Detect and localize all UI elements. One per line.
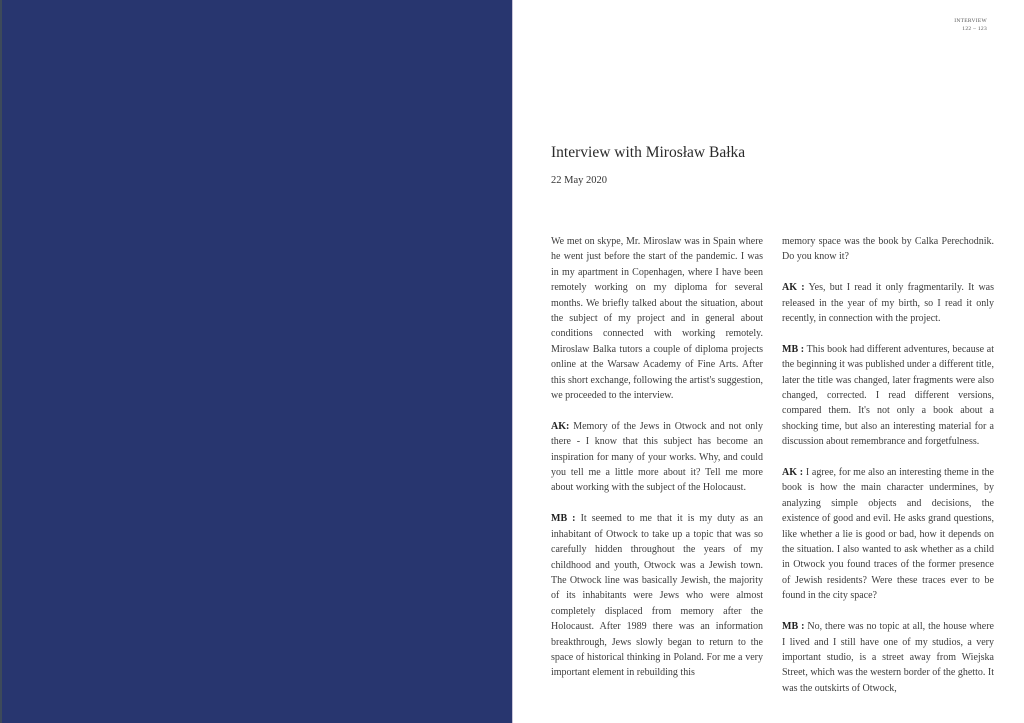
paragraph-text: No, there was no topic at all, the house where I lived and I still have one of my studios, a very important studio, is a street away from Wiejska Street, which was the western border of the ghetto. It was the outskirts of Otwock, bbox=[782, 621, 994, 694]
running-head-section: INTERVIEW bbox=[954, 18, 987, 24]
text-column-2 bbox=[782, 234, 994, 712]
paragraph bbox=[551, 511, 763, 680]
speaker-label: MB : bbox=[782, 621, 805, 633]
article-date: 22 May 2020 bbox=[551, 175, 607, 186]
paragraph-text: I agree, for me also an interesting theme in the book is how the main character undermines, by analyzing simple objects and decisions, the existence of good and evil. He asks grand questions, like whether a lie is good or bad, how it depends on the situation. I also wanted to ask whether as a child in Otwock you found traces of the former presence of Jewish residents? Were these traces ever to be found in the city space? bbox=[782, 467, 994, 602]
speaker-label: AK : bbox=[782, 467, 804, 479]
paragraph bbox=[551, 419, 763, 496]
speaker-label: MB : bbox=[782, 343, 805, 355]
paragraph-text: This book had different adventures, because at the beginning it was published under a different title, later the title was changed, later fragments were also changed, corrected. I read different versions, compared them. It's not only a book about a shocking time, but also an interesting material for a discussion about remembrance and forgetfulness. bbox=[782, 343, 994, 448]
page-numbers: 122 – 123 bbox=[962, 26, 987, 32]
speaker-label: AK : bbox=[782, 282, 805, 294]
paragraph bbox=[782, 619, 994, 696]
paragraph bbox=[782, 280, 994, 326]
paragraph bbox=[782, 234, 994, 265]
paragraph-text: memory space was the book by Calka Perechodnik. Do you know it? bbox=[782, 236, 994, 263]
article-title: Interview with Mirosław Bałka bbox=[551, 144, 746, 161]
paragraph bbox=[782, 465, 994, 604]
speaker-label: MB : bbox=[551, 513, 576, 525]
paragraph-text: We met on skype, Mr. Miroslaw was in Spain where he went just before the start of the pandemic. I was in my apartment in Copenhagen, where I have been remotely working on my diploma for several months. We briefly talked about the situation, about the subject of my project and in general about conditions connected with working remotely. Miroslaw Balka tutors a couple of diploma projects online at the Warsaw Academy of Fine Arts. After this short exchange, following the artist's suggestion, we proceeded to the interview. bbox=[551, 236, 763, 402]
paragraph bbox=[782, 342, 994, 450]
paragraph-text: It seemed to me that it is my duty as an inhabitant of Otwock to take up a topic that was so carefully hidden throughout the years of my childhood and youth, Otwock was a Jewish town. The Otwock line was basically Jewish, the majority of its inhabitants were Jews who were almost completely displaced from memory after the Holocaust. After 1989 there was an information breakthrough, Jews slowly began to return to the space of historical thinking in Poland. For me a very important element in rebuilding this bbox=[551, 513, 763, 679]
paragraph-text: Memory of the Jews in Otwock and not only there - I know that this subject has become an inspiration for many of your works. Why, and could you tell me a little more about it? Tell me more about working with the subject of the Holocaust. bbox=[551, 420, 763, 494]
paragraph-text: Yes, but I read it only fragmentarily. It was released in the year of my birth, so I read it only recently, in connection with the project. bbox=[782, 282, 994, 325]
speaker-label: AK: bbox=[551, 420, 570, 432]
running-head bbox=[954, 17, 987, 33]
text-column-1 bbox=[551, 234, 763, 696]
paragraph bbox=[551, 234, 763, 403]
right-page bbox=[513, 0, 1024, 723]
